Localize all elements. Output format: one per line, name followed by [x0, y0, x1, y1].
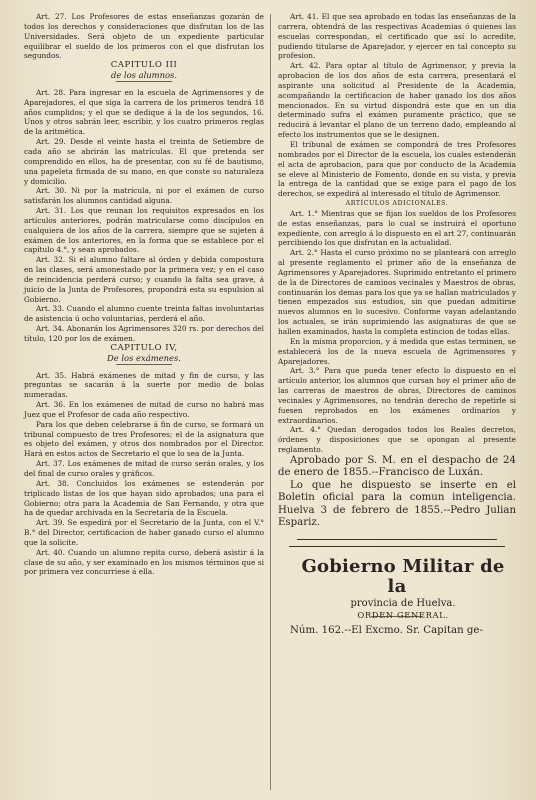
article-40: Art. 40. Cuando un alumno repita curso, deberá asistir á la clase de su año, y ser examinado en los mismos términos que si por primera vez concurriese á ella.	[24, 547, 264, 577]
article-28: Art. 28. Para ingresar en la escuela de Agrimensores y de Aparejadores, el que siga la carrera de los primeros tendrá 18 años cumplidos; y el que se dedique á la de los segundos, 16. Unos y otros sabrán leer, escribir, y los cuatro primeros reglas de la aritmética.	[24, 87, 264, 137]
chapter-3-title: CAPITULO III	[110, 60, 178, 71]
left-column	[24, 12, 264, 577]
publication-note: Lo que he dispuesto se inserte en el Boletin oficial para la comun inteligencia. Huelva 3 de febrero de 1855.--Pedro Julian Espariz.	[278, 479, 516, 528]
article-35: Art. 35. Habrá exámenes de mitad y fin de curso, y las preguntas se sacarán á la suerte por medio de bolas numeradas.	[24, 370, 264, 400]
subtitle-rule	[116, 364, 172, 365]
article-42: Art. 42. Para optar al título de Agrimensor, y previa la aprobacion de los dos años de esta carrera, presentará el aspirante una solicitud al Presidente de la Academia, acompañando la certificacion de haber ganado los dos años mencionados. En su virtud dispondrá este que en un dia determinado sufra el exámen puramente práctico, que se reducirá á levantar el plano de un terreno dado, empleando al efecto los instrumentos que se le designen.	[278, 61, 516, 140]
approval-note: Aprobado por S. M. en el despacho de 24 de enero de 1855.--Francisco de Luxán.	[278, 454, 516, 479]
article-37: Art. 37. Los exámenes de mitad de curso serán orales, y los del final de curso orales y gráficos.	[24, 459, 264, 478]
article-36: Art. 36. En los exámenes de mitad de curso no habrá mas Juez que el Profesor de cada año respectivo.	[24, 400, 264, 419]
additional-article-2: Art. 2.° Hasta el curso próximo no se planteará con arreglo al presente reglamento el primer año de la enseñanza de Agrimensores y Aparejadores. Suprimido entretanto el primero de la de Directores de caminos vecinales y Maestros de obras, continuarán los demas para los que ya se hallan matriculados y tienen empezados sus estudios, sin que puedan admitirse nuevos alumnos en lo sucesivo. Conforme vayan adelantando los actuales, se irán suprimiendo las asignaturas de que se hallen examinados, hasta la completa estincion de todas ellas.	[278, 248, 516, 336]
article-29: Art. 29. Desde el veinte hasta el treinta de Setiembre de cada año se abrirán las matrículas. El que pretenda ser comprendido en ellos, ha de presentar, con su fé de bautismo, una papeleta firmada de su mano, en que conste su naturaleza y domicilio.	[24, 137, 264, 186]
article-39: Art. 39. Se espedirá por el Secretario de la Junta, con el V.° B.° del Director, certificacion de haber ganado curso el alumno que la solicite.	[24, 518, 264, 547]
additional-articles-heading: ARTÍCULOS ADICIONALES.	[345, 200, 449, 208]
chapter-4-title: CAPITULO IV,	[110, 342, 178, 353]
chapter-4-subtitle: De los exámenes.	[107, 352, 181, 363]
right-column	[278, 12, 516, 637]
article-34: Art. 34. Abonarán los Agrimensores 320 rs. por derechos del título, 120 por los de exámen.	[24, 324, 264, 343]
additional-article-3: Art. 3.° Para que pueda tener efecto lo dispuesto en el artículo anterior, los alumnos que cursan hoy el primer año de las carreras de maestros de obras, Directores de caminos vecinales y Agrimensores, no tendrán derecho de repetirle si fuesen reprobados en los exámenes ordinarios y extraordinarios.	[278, 366, 516, 425]
column-divider	[270, 14, 271, 790]
order-number-line: Núm. 162.--El Excmo. Sr. Capitan ge-	[290, 625, 483, 637]
article-30: Art. 30. Ni por la matrícula, ni por el exámen de curso satisfarán los alumnos cantidad alguna.	[24, 186, 264, 206]
paragraph-medida: En la misma proporcion, y á medida que estas terminen, se establecerá los de la nueva escuela de Agrimensores y Aparejadores.	[278, 336, 516, 366]
government-heading: Gobierno Militar de la	[301, 556, 505, 598]
article-33: Art. 33. Cuando el alumno cuente treinta faltas involuntarias de asistencia ú ocho voluntarias, perderá el año.	[24, 304, 264, 324]
article-27: Art. 27. Los Profesores de estas enseñanzas gozarán de todos los derechos y consideraciones que disfrutan los de las Universidades. Será objeto de un expediente particular equilibrar el sueldo de los primeros con el que disfrutan los segundos.	[24, 12, 264, 61]
additional-article-1: Art. 1.° Mientras que se fijan los sueldos de los Profesores de estas enseñanzas, para lo cual se instruirá el oportuno expediente, con arreglo á lo dispuesto en el art 27, continuarán percibiendo los que disfrutan en la actualidad.	[278, 208, 516, 248]
article-38: Art. 38. Concluidos los exámenes se estenderán por triplicado listas de los que hayan sido aprobados; una para el Gobierno; otra para la Academia de San Fernando, y otra que ha de quedar archivada en la Secretaría de la Escuela.	[24, 478, 264, 518]
subtitle-rule	[116, 81, 172, 82]
government-subheading: provincia de Huelva.	[350, 598, 456, 610]
article-32: Art. 32. Si el alumno faltare al órden y debida compostura en las clases, será amonestado por la primera vez; y en el caso de reincidencia perderá curso; y cuando la falta sea grave, á juicio de la Junta de Profesores, propondrá esta su espulsion al Gobierno.	[24, 255, 264, 304]
section-separator	[297, 539, 497, 540]
additional-article-4: Art. 4.° Quedan derogados todos los Reales decretos, órdenes y disposiciones que se opongan al presente reglamento.	[278, 425, 516, 455]
article-31: Art. 31. Los que reunan los requisitos expresados en los artículos anteriores, podrán matricularse como discípulos en cualquiera de los años de la carrera, siempre que se sujeten á exámen de los anteriores, en la forma que se establece por el capítulo 4.°, y sean aprobados.	[24, 206, 264, 255]
article-41: Art. 41. El que sea aprobado en todas las enseñanzas de la carrera, obtendrá de las respectivas Academias ó quienes las escuelas correspondan, el certificado que así lo acredite, pudiendo titularse de Aparejador, y ejercer en tal concepto su profesion.	[278, 12, 516, 61]
paragraph-fin-curso: Para los que deben celebrarse á fin de curso, se formará un tribunal compuesto de tres Profesores; el de la asignatura que es objeto del exámen, y otros dos nombrados por el Director. Hará en estos actos de Secretario el que lo sea de la Junta.	[24, 419, 264, 459]
chapter-3-subtitle: de los alumnos.	[110, 70, 178, 81]
paragraph-tribunal: El tribunal de exámen se compondrá de tres Profesores nombrados por el Director de la escuela, los cuales estenderán el acta de aprobacion, para que por conducto de la Academia se eleve al Ministerio de Fomento, donde en su vista, y previa la entrega de la cantidad que se exige para el pago de los derechos, se expedirá al interesado el título de Agrimensor.	[278, 139, 516, 199]
general-order-heading: ORDEN GENERAL.	[357, 610, 449, 621]
section-separator	[289, 546, 505, 547]
